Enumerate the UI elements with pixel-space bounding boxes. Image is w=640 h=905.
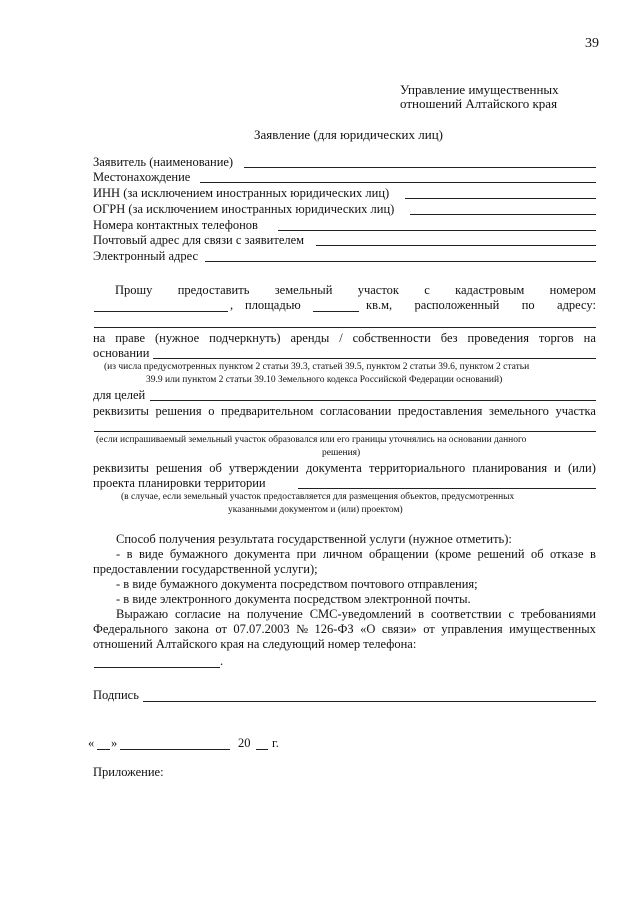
request-word: праве [115,331,146,345]
request-word: утверждении [228,461,299,475]
date-year-input[interactable] [256,749,268,750]
purpose-label: для целей [93,388,146,402]
date-day-input[interactable] [97,749,110,750]
request-word: с [424,283,430,297]
request-word: земельного [489,404,549,418]
right-type-line [93,331,596,346]
method-word: в [589,547,596,561]
plan-note-1: (в случае, если земельный участок предоставляется для размещения объектов, предусмотренных [121,492,515,502]
signature-label: Подпись [93,688,139,702]
request-word: собственности [352,331,431,345]
request-word: документа [305,461,362,475]
sms-phone-input[interactable] [94,667,220,668]
prelim-note-2: решения) [322,448,361,458]
sms-word: 126-ФЗ [314,622,354,636]
sms-word: связи» [381,622,417,636]
method-word: в [126,547,133,561]
request-word: адресу: [557,298,596,312]
request-word: планирования [472,461,548,475]
request-word: участка [555,404,596,418]
request-word: номером [549,283,596,297]
request-word: земельный [274,283,333,297]
method-word: обращении [369,547,429,561]
date-close-quote: » [111,736,118,750]
signature-input[interactable] [143,701,596,702]
sms-word: в [418,607,425,621]
request-word: без [440,331,458,345]
field-ogrn-label: ОГРН (за исключением иностранных юридических лиц) [93,202,395,216]
sms-word: «О [360,622,376,636]
request-word: предоставить [177,283,250,297]
request-word: согласовании [320,404,392,418]
request-word: / [339,331,343,345]
addressee-line-2: отношений Алтайского края [400,96,558,111]
purpose-input[interactable] [150,400,596,401]
request-word: Прошу [115,283,153,297]
sms-word: требованиями [520,607,596,621]
request-word: реквизиты [93,404,149,418]
sms-word: Выражаю [116,607,169,621]
field-inn-input[interactable] [405,198,596,199]
basis-input[interactable] [153,358,596,359]
method-option-in-person-cont: предоставлении государственной услуги); [93,562,318,576]
method-word: отказе [550,547,584,561]
method-word: (кроме [435,547,472,561]
sms-word: на [227,607,240,621]
field-applicant-name-label: Заявитель (наименование) [93,155,234,169]
sms-consent-line-2 [93,622,596,637]
field-ogrn-input[interactable] [410,214,596,215]
date-open-quote: « [88,736,95,750]
prelim-decision-input[interactable] [94,431,596,432]
cadastral-number-input[interactable] [94,311,228,312]
sms-word: с [508,607,515,621]
prelim-note-1: (если испрашиваемый земельный участок образовался или его границы уточнялись на основании данного [96,435,527,445]
request-word: (нужное [155,331,200,345]
request-word: и [554,461,561,475]
address-input[interactable] [94,327,596,328]
sms-word: имущественных [509,622,596,636]
basis-label: основании [93,346,150,360]
request-word: кв.м, [366,298,393,312]
method-word: бумажного [169,547,228,561]
request-word: участок [357,283,399,297]
field-email-input[interactable] [205,261,596,262]
date-month-input[interactable] [120,749,230,750]
request-word: аренды [290,331,330,345]
sms-word: № [296,622,309,636]
sms-word: закона [174,622,209,636]
method-word: при [296,547,317,561]
method-option-in-person[interactable] [116,547,596,562]
request-word: территориального [368,461,466,475]
page-number: 39 [585,36,599,51]
field-postal-address-label: Почтовый адрес для связи с заявителем [93,233,305,247]
sms-consent-line-1 [116,607,596,622]
field-postal-address-input[interactable] [316,245,596,246]
sms-word: согласие [174,607,221,621]
method-word: - [116,547,121,561]
request-word: по [521,298,535,312]
request-word: подчеркнуть) [209,331,281,345]
field-phones-input[interactable] [278,230,596,231]
request-word: (или) [567,461,596,475]
field-applicant-name-input[interactable] [244,167,596,168]
sms-word: 07.07.2003 [233,622,290,636]
method-word: личном [322,547,363,561]
request-word: кадастровым [455,283,525,297]
area-input[interactable] [313,311,359,312]
sms-word: СМС-уведомлений [309,607,412,621]
sms-word: соответствии [430,607,502,621]
date-century: 20 [238,736,251,750]
sms-word: от [423,622,435,636]
field-location-label: Местонахождение [93,170,191,184]
method-word: виде [138,547,164,561]
field-phones-label: Номера контактных телефонов [93,218,258,232]
request-word: реквизиты [93,461,149,475]
addressee-line-1: Управление имущественных [400,82,559,97]
field-location-input[interactable] [200,182,596,183]
attachments-label: Приложение: [93,765,164,779]
request-comma: , [230,298,234,312]
area-label: площадью [245,298,301,312]
request-word: на [583,331,596,345]
date-year-suffix: г. [272,736,279,750]
request-word: решения [155,404,202,418]
plan-decision-input[interactable] [298,488,596,489]
request-word: предоставления [397,404,483,418]
request-word: решения [156,461,203,475]
request-word: об [209,461,222,475]
basis-note-1: (из числа предусмотренных пунктом 2 статьи 39.3, статьей 39.5, пунктом 2 статьи 39.6, пунктом 2 статьи [104,362,530,372]
sms-consent-line-3: отношений Алтайского края на следующий номер телефона: [93,637,417,651]
method-option-email[interactable]: - в виде электронного документа посредством электронной почты. [116,592,471,606]
plan-decision-line [93,461,596,476]
method-word: документа [234,547,291,561]
basis-note-2: 39.9 или пунктом 2 статьи 39.10 Земельного кодекса Российской Федерации оснований) [146,375,503,385]
sms-word: Федерального [93,622,169,636]
sms-word: от [215,622,227,636]
request-word: расположенный [414,298,500,312]
plan-line-2: проекта планировки территории [93,476,266,490]
method-option-post[interactable]: - в виде бумажного документа посредством почтового отправления; [116,577,478,591]
request-word: о [208,404,215,418]
request-word: предварительном [221,404,314,418]
prelim-decision-line [93,404,596,419]
address-intro [366,298,596,313]
request-line-1 [115,283,596,298]
method-word: об [530,547,544,561]
request-word: торгов [538,331,574,345]
method-heading: Способ получения результата государственной услуги (нужное отметить): [116,532,512,546]
plan-note-2: указанными документом и (или) проектом) [228,505,403,515]
request-word: на [93,331,106,345]
field-inn-label: ИНН (за исключением иностранных юридических лиц) [93,186,390,200]
sms-word: получение [246,607,303,621]
method-word: решений [477,547,525,561]
request-word: проведения [467,331,529,345]
field-email-label: Электронный адрес [93,249,199,263]
sms-period: . [220,654,224,668]
sms-word: управления [441,622,503,636]
document-title: Заявление (для юридических лиц) [254,127,443,142]
